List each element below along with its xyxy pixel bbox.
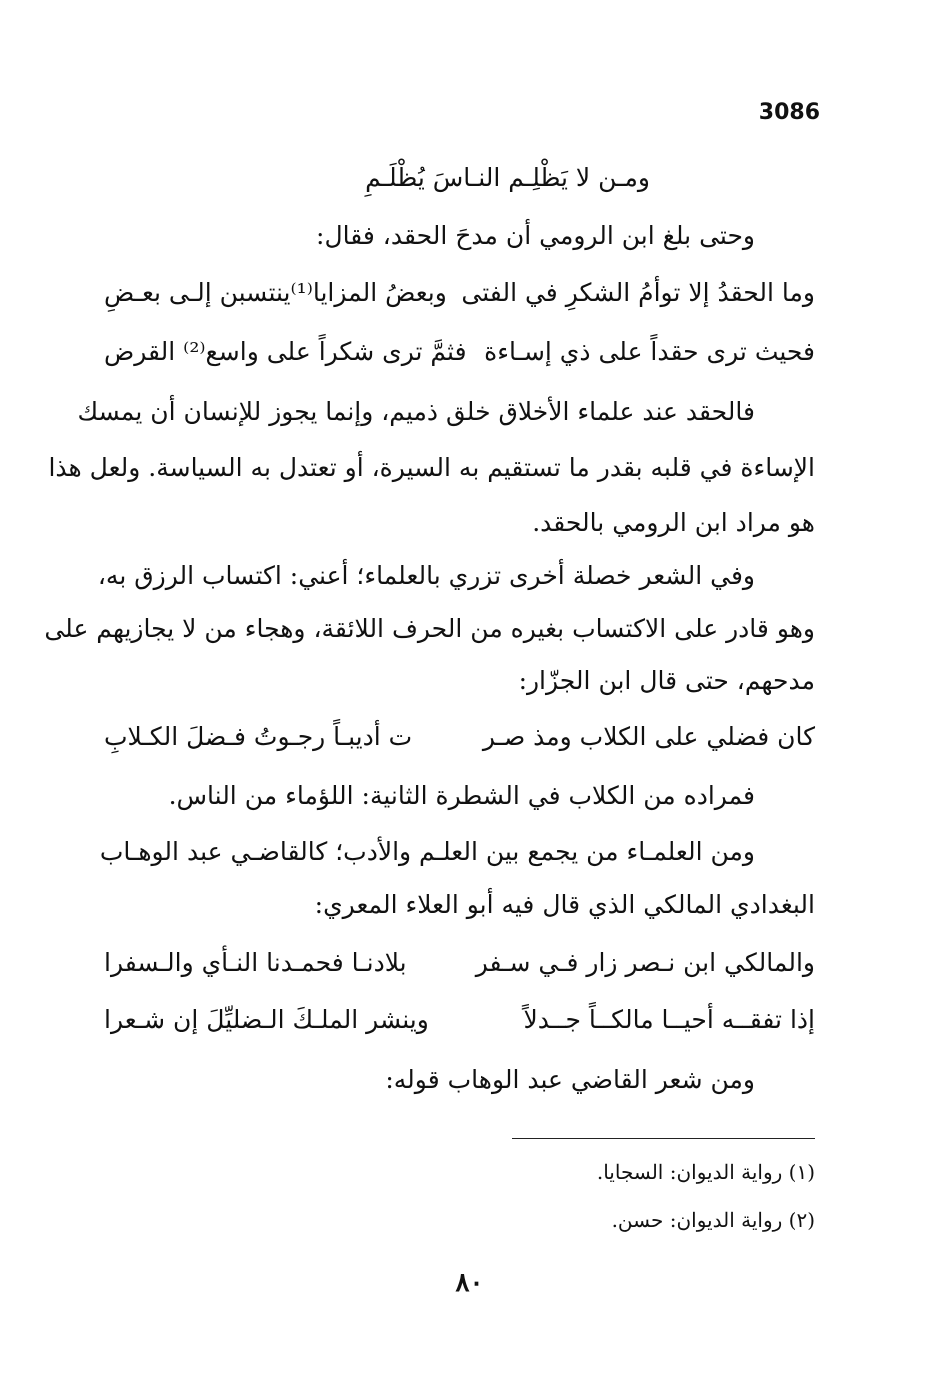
paragraph-line: ومن شعر القاضي عبد الوهاب قوله: xyxy=(385,1065,755,1094)
page-number: ٨٠ xyxy=(455,1268,484,1298)
verse-4-second-hemistich: بلادنـا فحمـدنا النـأي والـسفرا xyxy=(104,948,407,977)
paragraph-line: وفي الشعر خصلة أخرى تزري بالعلماء؛ أعني: اكتساب الرزق به، xyxy=(97,561,755,590)
paragraph-line: وهو قادر على الاكتساب بغيره من الحرف اللائقة، وهجاء من لا يجازيهم على xyxy=(44,614,815,643)
text-line-intro: وحتى بلغ ابن الرومي أن مدحَ الحقد، فقال: xyxy=(316,221,755,250)
verse-3-first-hemistich: كان فضلي على الكلاب ومذ صـر xyxy=(482,722,815,751)
footnote-2: (٢) رواية الديوان: حسن. xyxy=(611,1208,815,1232)
footnote-separator xyxy=(512,1138,815,1139)
verse-2-first-hemistich: فحيث ترى حقداً على ذي إسـاءة xyxy=(484,337,815,366)
paragraph-line: فمراده من الكلاب في الشطرة الثانية: اللؤماء من الناس. xyxy=(168,781,755,810)
verse-2-second-hemistich: فثمَّ ترى شكراً على واسع⁽²⁾ القرض xyxy=(104,337,467,366)
verse-line-3 xyxy=(104,717,815,757)
verse-5-first-hemistich: إذا تفقــه أحيــا مالكــاً جــدلاً xyxy=(523,1005,815,1034)
verse-5-second-hemistich: وينشر الملـكَ الـضليِّلَ إن شـعرا xyxy=(104,1005,429,1034)
paragraph-line: فالحقد عند علماء الأخلاق خلق ذميم، وإنما يجوز للإنسان أن يمسك xyxy=(77,397,755,426)
paragraph-line: الإساءة في قلبه بقدر ما تستقيم به السيرة، أو تعتدل به السياسة. ولعل هذا xyxy=(48,453,815,482)
paragraph-line: مدحهم، حتى قال ابن الجزّار: xyxy=(518,666,815,695)
footnote-1: (١) رواية الديوان: السجايا. xyxy=(596,1160,815,1184)
verse-4-first-hemistich: والمالكي ابن نـصر زار فـي سـفر xyxy=(475,948,815,977)
verse-line-1 xyxy=(104,273,815,313)
verse-line-4 xyxy=(104,943,815,983)
verse-3-second-hemistich: ت أديبـاً رجـوتُ فـضلَ الكـلابِ xyxy=(104,722,413,751)
verse-1-first-hemistich: وما الحقدُ إلا توأمُ الشكرِ في الفتى xyxy=(461,278,815,307)
verse-line-5 xyxy=(104,1000,815,1040)
paragraph-line: ومن العلمـاء من يجمع بين العلـم والأدب؛ كالقاضـي عبد الوهـاب xyxy=(99,837,755,866)
paragraph-line: البغدادي المالكي الذي قال فيه أبو العلاء المعري: xyxy=(314,890,815,919)
paragraph-line: هو مراد ابن الرومي بالحقد. xyxy=(532,508,815,537)
verse-1-second-hemistich: وبعضُ المزايا⁽¹⁾ينتسبن إلـى بعـضِ xyxy=(104,278,447,307)
verse-tail-line: ومـن لا يَظْلِـم النـاسَ يُظْلَـمِ xyxy=(365,163,650,192)
verse-line-2 xyxy=(104,332,815,372)
reference-number: 3086 xyxy=(758,100,820,125)
